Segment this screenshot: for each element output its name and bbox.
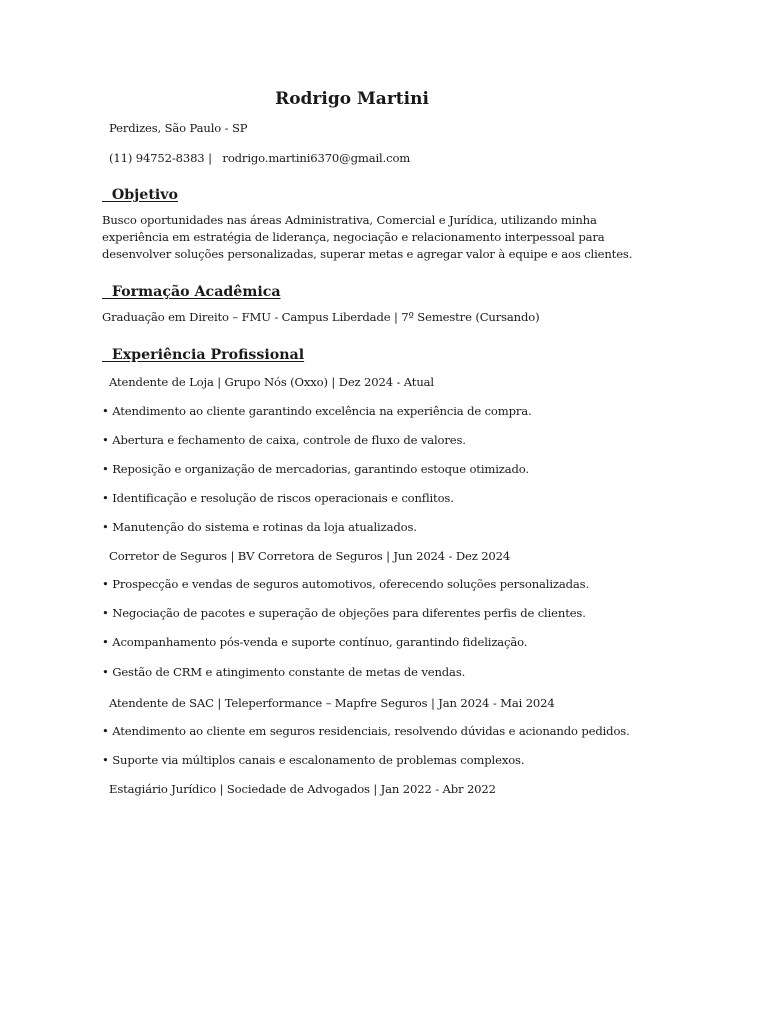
- job-bullet: • Acompanhamento pós-venda e suporte contínuo, garantindo fidelização.: [102, 635, 528, 649]
- job-bullet: • Manutenção do sistema e rotinas da loja atualizados.: [102, 520, 417, 534]
- job-title: Estagiário Jurídico | Sociedade de Advogados | Jan 2022 - Abr 2022: [109, 782, 496, 796]
- objective-line: experiência em estratégia de liderança, negociação e relacionamento interpessoal para: [102, 230, 605, 244]
- job-bullet: • Identificação e resolução de riscos operacionais e conflitos.: [102, 491, 454, 505]
- experience-heading: Experiência Profissional: [102, 347, 305, 363]
- candidate-name: Rodrigo Martini: [275, 89, 429, 109]
- job-title: Atendente de SAC | Teleperformance – Mapfre Seguros | Jan 2024 - Mai 2024: [109, 696, 555, 710]
- objective-line: desenvolver soluções personalizadas, superar metas e agregar valor à equipe e aos clientes.: [102, 247, 633, 261]
- job-bullet: • Gestão de CRM e atingimento constante de metas de vendas.: [102, 665, 466, 679]
- job-bullet: • Negociação de pacotes e superação de objeções para diferentes perfis de clientes.: [102, 606, 586, 620]
- education-line: Graduação em Direito – FMU - Campus Liberdade | 7º Semestre (Cursando): [102, 310, 540, 324]
- job-bullet: • Suporte via múltiplos canais e escalonamento de problemas complexos.: [102, 753, 525, 767]
- location-text: Perdizes, São Paulo - SP: [109, 121, 248, 135]
- education-heading: Formação Acadêmica: [102, 284, 281, 300]
- job-bullet: • Reposição e organização de mercadorias, garantindo estoque otimizado.: [102, 462, 529, 476]
- contact-text: (11) 94752-8383 | rodrigo.martini6370@gmail.com: [109, 151, 411, 165]
- job-bullet: • Prospecção e vendas de seguros automotivos, oferecendo soluções personalizadas.: [102, 577, 589, 591]
- objective-line: Busco oportunidades nas áreas Administrativa, Comercial e Jurídica, utilizando minha: [102, 213, 597, 227]
- job-bullet: • Abertura e fechamento de caixa, controle de fluxo de valores.: [102, 433, 466, 447]
- job-bullet: • Atendimento ao cliente garantindo excelência na experiência de compra.: [102, 404, 532, 418]
- job-title: Atendente de Loja | Grupo Nós (Oxxo) | Dez 2024 - Atual: [109, 375, 434, 389]
- job-bullet: • Atendimento ao cliente em seguros residenciais, resolvendo dúvidas e acionando pedidos.: [102, 724, 630, 738]
- job-title: Corretor de Seguros | BV Corretora de Seguros | Jun 2024 - Dez 2024: [109, 549, 511, 563]
- objective-heading: Objetivo: [102, 187, 178, 203]
- objective-paragraph: [102, 212, 633, 263]
